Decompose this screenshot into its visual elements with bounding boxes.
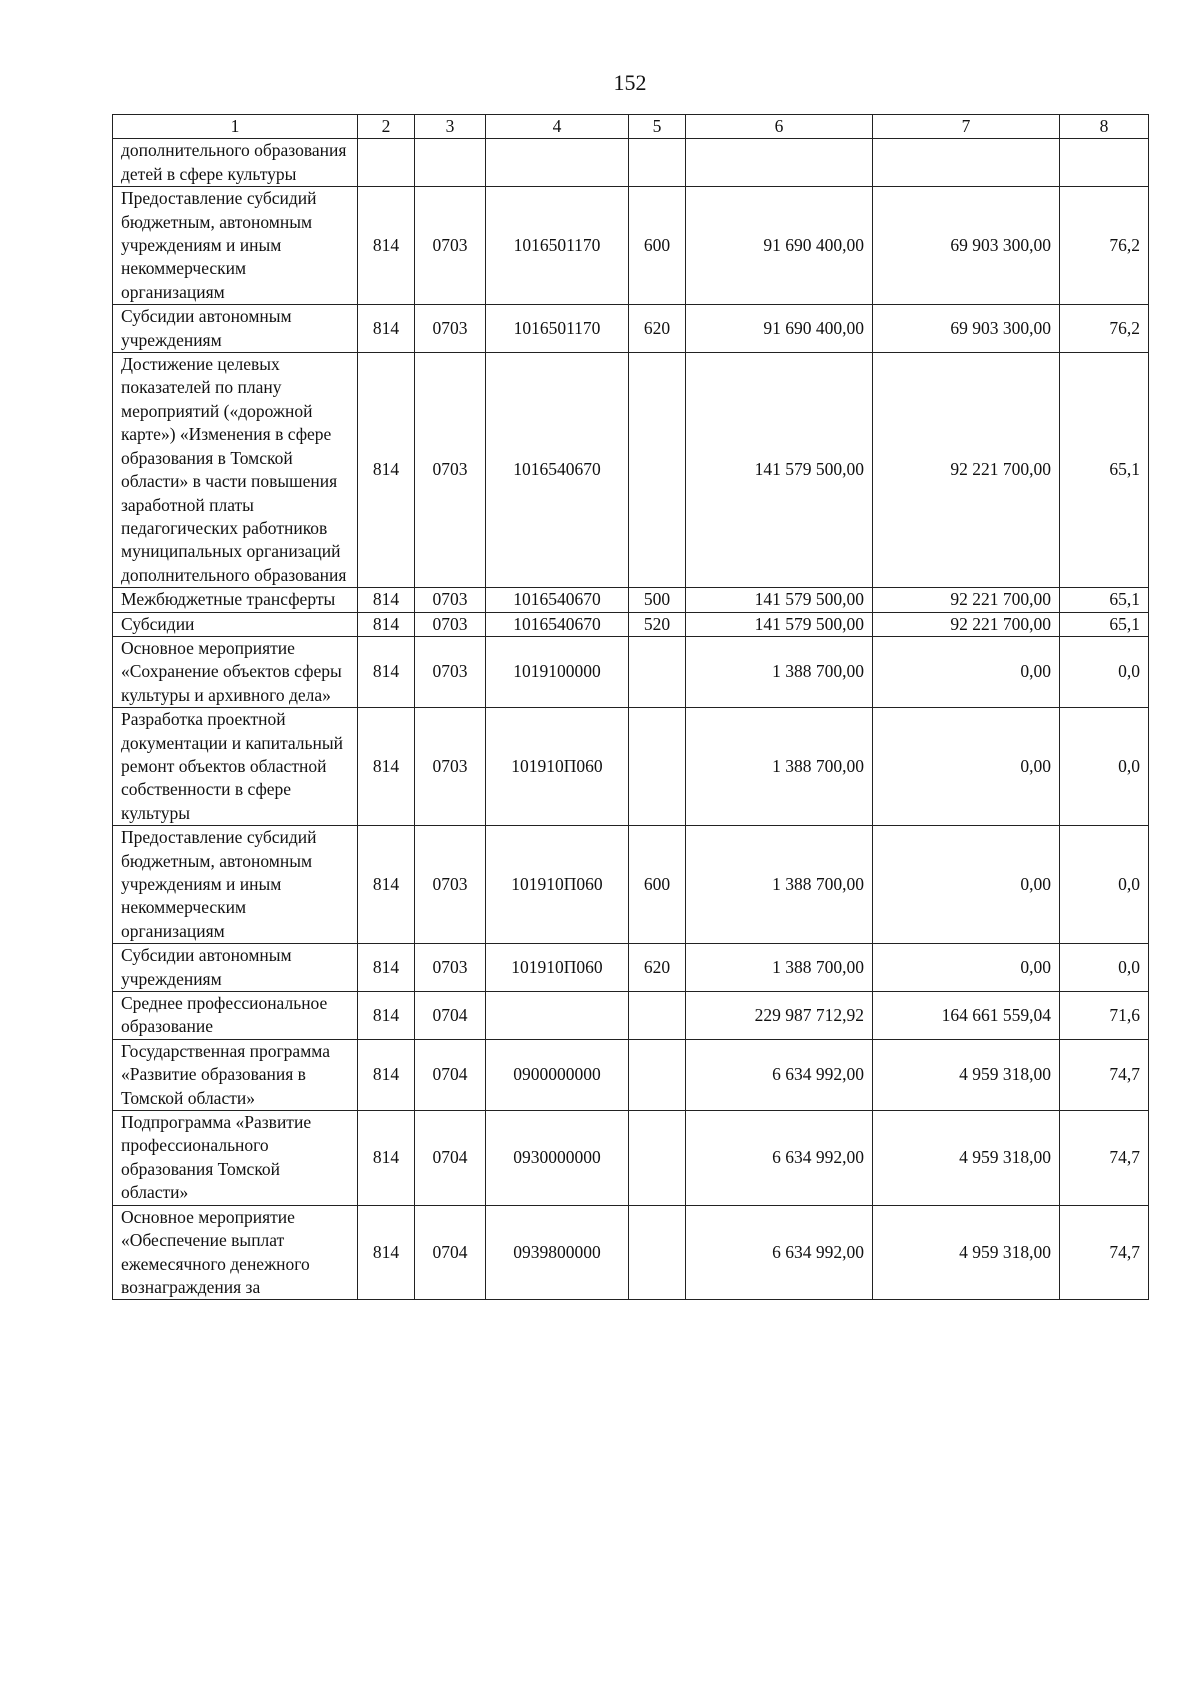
execution-percent: 74,7 xyxy=(1060,1205,1149,1300)
execution-percent: 71,6 xyxy=(1060,992,1149,1040)
execution-percent: 74,7 xyxy=(1060,1111,1149,1206)
column-number: 7 xyxy=(873,115,1060,139)
table-body xyxy=(113,139,1149,1300)
section-code: 0703 xyxy=(415,636,486,707)
executed-amount: 4 959 318,00 xyxy=(873,1205,1060,1300)
planned-amount: 6 634 992,00 xyxy=(686,1205,873,1300)
expense-type-code xyxy=(629,353,686,588)
expense-type-code xyxy=(629,1205,686,1300)
ministry-code: 814 xyxy=(358,588,415,612)
section-code: 0703 xyxy=(415,305,486,353)
execution-percent: 0,0 xyxy=(1060,708,1149,826)
execution-percent: 0,0 xyxy=(1060,944,1149,992)
ministry-code: 814 xyxy=(358,636,415,707)
executed-amount: 92 221 700,00 xyxy=(873,353,1060,588)
planned-amount: 91 690 400,00 xyxy=(686,187,873,305)
planned-amount xyxy=(686,139,873,187)
section-code: 0703 xyxy=(415,187,486,305)
column-number: 5 xyxy=(629,115,686,139)
target-article-code xyxy=(486,992,629,1040)
executed-amount: 164 661 559,04 xyxy=(873,992,1060,1040)
section-code: 0703 xyxy=(415,353,486,588)
ministry-code: 814 xyxy=(358,1111,415,1206)
target-article-code: 101910П060 xyxy=(486,708,629,826)
item-name: Государственная программа «Развитие образования в Томской области» xyxy=(113,1039,358,1110)
column-number: 6 xyxy=(686,115,873,139)
column-number: 4 xyxy=(486,115,629,139)
ministry-code: 814 xyxy=(358,187,415,305)
section-code: 0703 xyxy=(415,826,486,944)
planned-amount: 141 579 500,00 xyxy=(686,612,873,636)
section-code xyxy=(415,139,486,187)
target-article-code: 1016540670 xyxy=(486,353,629,588)
section-code: 0704 xyxy=(415,1039,486,1110)
column-number: 3 xyxy=(415,115,486,139)
expense-type-code: 600 xyxy=(629,187,686,305)
ministry-code: 814 xyxy=(358,944,415,992)
section-code: 0704 xyxy=(415,992,486,1040)
item-name: Предоставление субсидий бюджетным, автономным учреждениям и иным некоммерческим организациям xyxy=(113,187,358,305)
executed-amount: 4 959 318,00 xyxy=(873,1039,1060,1110)
target-article-code: 1016501170 xyxy=(486,305,629,353)
section-code: 0703 xyxy=(415,612,486,636)
budget-table xyxy=(112,114,1149,1300)
ministry-code: 814 xyxy=(358,305,415,353)
ministry-code: 814 xyxy=(358,992,415,1040)
table-row xyxy=(113,612,1149,636)
table-row xyxy=(113,636,1149,707)
ministry-code: 814 xyxy=(358,1205,415,1300)
planned-amount: 6 634 992,00 xyxy=(686,1039,873,1110)
item-name: Основное мероприятие «Сохранение объектов сферы культуры и архивного дела» xyxy=(113,636,358,707)
executed-amount: 69 903 300,00 xyxy=(873,305,1060,353)
expense-type-code: 600 xyxy=(629,826,686,944)
ministry-code: 814 xyxy=(358,353,415,588)
executed-amount: 0,00 xyxy=(873,708,1060,826)
execution-percent xyxy=(1060,139,1149,187)
execution-percent: 65,1 xyxy=(1060,612,1149,636)
expense-type-code xyxy=(629,1111,686,1206)
expense-type-code xyxy=(629,1039,686,1110)
planned-amount: 1 388 700,00 xyxy=(686,636,873,707)
item-name: Достижение целевых показателей по плану мероприятий («дорожной карте») «Изменения в сфере образования в Томской области» в части повышения заработной платы педагогических работников муниципальных организаций дополнительного образования xyxy=(113,353,358,588)
execution-percent: 74,7 xyxy=(1060,1039,1149,1110)
table-row xyxy=(113,187,1149,305)
executed-amount: 4 959 318,00 xyxy=(873,1111,1060,1206)
table-row xyxy=(113,305,1149,353)
table-row xyxy=(113,1111,1149,1206)
planned-amount: 1 388 700,00 xyxy=(686,708,873,826)
section-code: 0704 xyxy=(415,1111,486,1206)
expense-type-code xyxy=(629,139,686,187)
section-code: 0703 xyxy=(415,944,486,992)
item-name: Разработка проектной документации и капитальный ремонт объектов областной собственности в сфере культуры xyxy=(113,708,358,826)
planned-amount: 1 388 700,00 xyxy=(686,944,873,992)
expense-type-code: 520 xyxy=(629,612,686,636)
column-number-row xyxy=(113,115,1149,139)
section-code: 0703 xyxy=(415,708,486,826)
planned-amount: 1 388 700,00 xyxy=(686,826,873,944)
table-row xyxy=(113,1205,1149,1300)
table-row xyxy=(113,1039,1149,1110)
execution-percent: 65,1 xyxy=(1060,588,1149,612)
ministry-code: 814 xyxy=(358,826,415,944)
table-row xyxy=(113,139,1149,187)
section-code: 0703 xyxy=(415,588,486,612)
item-name: Субсидии xyxy=(113,612,358,636)
expense-type-code: 620 xyxy=(629,305,686,353)
planned-amount: 141 579 500,00 xyxy=(686,353,873,588)
table-row xyxy=(113,992,1149,1040)
ministry-code: 814 xyxy=(358,708,415,826)
execution-percent: 65,1 xyxy=(1060,353,1149,588)
planned-amount: 6 634 992,00 xyxy=(686,1111,873,1206)
target-article-code xyxy=(486,139,629,187)
ministry-code: 814 xyxy=(358,1039,415,1110)
target-article-code: 1016540670 xyxy=(486,588,629,612)
ministry-code xyxy=(358,139,415,187)
target-article-code: 0939800000 xyxy=(486,1205,629,1300)
planned-amount: 141 579 500,00 xyxy=(686,588,873,612)
executed-amount: 0,00 xyxy=(873,826,1060,944)
execution-percent: 0,0 xyxy=(1060,826,1149,944)
table-row xyxy=(113,944,1149,992)
item-name: дополнительного образования детей в сфере культуры xyxy=(113,139,358,187)
target-article-code: 101910П060 xyxy=(486,944,629,992)
execution-percent: 76,2 xyxy=(1060,187,1149,305)
column-number: 8 xyxy=(1060,115,1149,139)
item-name: Межбюджетные трансферты xyxy=(113,588,358,612)
ministry-code: 814 xyxy=(358,612,415,636)
expense-type-code xyxy=(629,708,686,826)
page-number: 152 xyxy=(613,70,647,95)
column-number: 2 xyxy=(358,115,415,139)
column-number: 1 xyxy=(113,115,358,139)
executed-amount: 0,00 xyxy=(873,944,1060,992)
expense-type-code xyxy=(629,636,686,707)
target-article-code: 0900000000 xyxy=(486,1039,629,1110)
expense-type-code xyxy=(629,992,686,1040)
table-row xyxy=(113,826,1149,944)
target-article-code: 0930000000 xyxy=(486,1111,629,1206)
executed-amount xyxy=(873,139,1060,187)
execution-percent: 0,0 xyxy=(1060,636,1149,707)
expense-type-code: 500 xyxy=(629,588,686,612)
table-row xyxy=(113,353,1149,588)
expense-type-code: 620 xyxy=(629,944,686,992)
planned-amount: 91 690 400,00 xyxy=(686,305,873,353)
item-name: Субсидии автономным учреждениям xyxy=(113,944,358,992)
item-name: Предоставление субсидий бюджетным, автономным учреждениям и иным некоммерческим организациям xyxy=(113,826,358,944)
item-name: Субсидии автономным учреждениям xyxy=(113,305,358,353)
executed-amount: 92 221 700,00 xyxy=(873,588,1060,612)
item-name: Основное мероприятие «Обеспечение выплат ежемесячного денежного вознаграждения за xyxy=(113,1205,358,1300)
table-row xyxy=(113,588,1149,612)
executed-amount: 69 903 300,00 xyxy=(873,187,1060,305)
execution-percent: 76,2 xyxy=(1060,305,1149,353)
executed-amount: 0,00 xyxy=(873,636,1060,707)
table-row xyxy=(113,708,1149,826)
target-article-code: 1016501170 xyxy=(486,187,629,305)
executed-amount: 92 221 700,00 xyxy=(873,612,1060,636)
target-article-code: 1016540670 xyxy=(486,612,629,636)
target-article-code: 1019100000 xyxy=(486,636,629,707)
target-article-code: 101910П060 xyxy=(486,826,629,944)
item-name: Среднее профессиональное образование xyxy=(113,992,358,1040)
section-code: 0704 xyxy=(415,1205,486,1300)
planned-amount: 229 987 712,92 xyxy=(686,992,873,1040)
item-name: Подпрограмма «Развитие профессионального образования Томской области» xyxy=(113,1111,358,1206)
